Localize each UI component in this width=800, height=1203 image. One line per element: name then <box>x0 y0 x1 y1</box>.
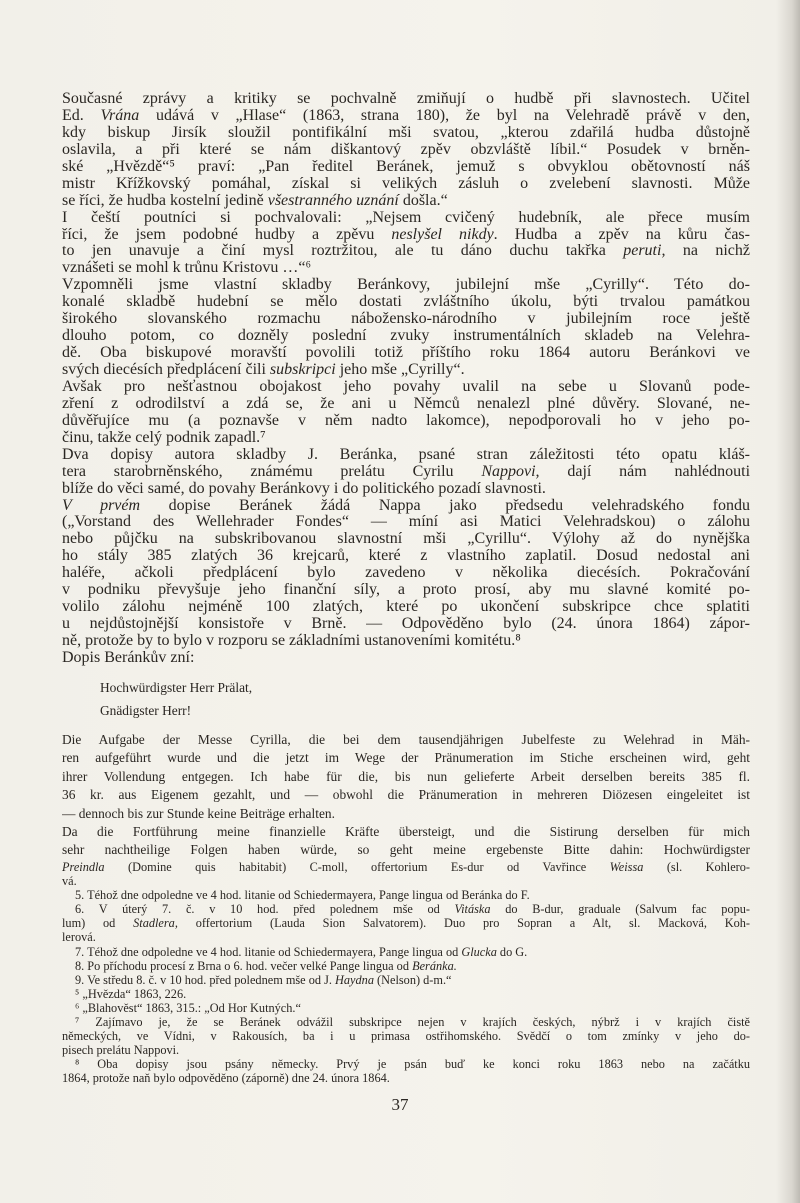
body-line <box>62 125 750 142</box>
text-segment: 9. Ve středu 8. č. v 10 hod. před polednem mše od J. <box>75 972 336 987</box>
text-segment: Ed. <box>62 107 101 124</box>
text-segment: volilo zálohu nejméně 100 zlatých, které po ukončení subskripce chce splatiti <box>62 599 750 616</box>
body-line <box>62 413 750 430</box>
footnote-line <box>62 959 750 973</box>
letter-line <box>62 823 750 841</box>
text-segment: oslavila, a při které se nám diškantový zpěv obzvláště líbil.“ Posudek v brněn- <box>62 141 750 158</box>
body-line <box>62 464 750 481</box>
body-line <box>62 498 750 515</box>
body-line <box>62 91 750 108</box>
letter-salutation-2: Gnädigster Herr! <box>100 703 192 718</box>
footnote-line <box>62 888 750 902</box>
text-segment: ⁶ „Blahověst“ 1863, 315.: „Od Hor Kutných.“ <box>75 1000 301 1015</box>
body-line <box>62 616 750 633</box>
footnote-line <box>62 930 750 944</box>
letter-line <box>62 731 750 749</box>
body-line <box>62 548 750 565</box>
text-segment: Da die Fortführung meine finanzielle Kräfte übersteigt, und die Sistirung derselben für mich <box>62 823 750 839</box>
body-line <box>62 260 750 277</box>
body-line <box>62 193 750 210</box>
body-line <box>62 447 750 464</box>
body-line <box>62 108 750 125</box>
text-segment: mistr Křížkovský pomáhal, získal si velikých zásluh o zvelebení slavnosti. Může <box>62 175 750 192</box>
footnote-line <box>62 916 750 930</box>
text-segment: dlouho potom, co dozněly poslední zvuky instrumentálních skladeb na Velehra- <box>62 328 750 345</box>
body-line <box>62 396 750 413</box>
body-line <box>62 582 750 599</box>
italic-text: peruti, <box>623 243 666 260</box>
text-segment: pisech prelátu Nappovi. <box>62 1043 180 1058</box>
letter-line <box>62 749 750 767</box>
italic-text: subskripci <box>269 362 336 378</box>
text-segment: zření z odrodilství a zdá se, že ani u Němců nenalezl plné důvěry. Slované, ne- <box>62 395 750 412</box>
text-segment: tera starobrněnského, známému prelátu Cyrilu <box>62 463 482 480</box>
text-segment: širokého slovanského rozmachu nábožensko-národního v jubilejním roce ještě <box>62 311 750 328</box>
body-line <box>62 481 750 498</box>
text-segment: vznášeti se mohl k trůnu Kristovu …“⁶ <box>62 260 312 277</box>
text-segment: I čeští poutníci si pochvalovali: „Nejsem cvičený hudebník, ale přece musím <box>62 209 750 226</box>
text-segment: (Nelson) d-m.“ <box>373 972 452 987</box>
italic-text: Vitáska <box>454 902 491 917</box>
text-segment: sehr nachtheilige Folgen haben würde, so geht meine ergebenste Bitte dahin: Hochwürdigster <box>62 842 750 858</box>
text-segment: 7. Téhož dne odpoledne ve 4 hod. litanie od Schiedermayera, Pange lingua od <box>75 944 462 959</box>
footnote-line <box>62 1057 750 1071</box>
letter-line <box>62 805 750 823</box>
text-segment: 36 kr. aus Eigenem gezahlt, und — obwohl die Pränumeration in mehreren Diözesen eingeleitet ist <box>62 787 750 803</box>
body-line <box>62 430 750 447</box>
text-segment: ⁵ „Hvězda“ 1863, 226. <box>75 986 187 1001</box>
text-segment: udává v „Hlase“ (1863, strana 180), že byl na Velehradě právě v den, <box>139 107 750 124</box>
body-line <box>62 328 750 345</box>
italic-text: Nappovi, <box>481 463 540 480</box>
text-segment: Současné zprávy a kritiky se pochvalně zmiňují o hudbě při slavnostech. Učitel <box>62 91 750 107</box>
body-line <box>62 311 750 328</box>
text-segment: konalé skladbě hudební se mělo dostati zvláštního úkolu, býti trvalou památkou <box>62 294 750 311</box>
italic-text: Beránka. <box>412 958 457 973</box>
text-segment: to jen unavuje a činí mysl roztržitou, ale tu dáno duchu takřka <box>62 243 624 260</box>
text-segment: nebo půjčku na subskribovanou slavnostní mši „Cyrillu“. Výlohy až do nynějška <box>62 531 750 548</box>
footnote-line <box>62 874 750 888</box>
footnote-line <box>62 902 750 916</box>
footnote-line <box>62 1029 750 1043</box>
text-segment: lum) od <box>62 916 134 931</box>
footnotes <box>62 860 750 1086</box>
page-number: 37 <box>391 1095 409 1114</box>
footnote-line <box>62 1043 750 1057</box>
text-segment: (sl. Kohlero- <box>643 860 750 874</box>
text-segment: dopise Beránek žádá Nappa jako předsedu velehradského fondu <box>140 497 750 514</box>
text-segment: říci, že jsem podobné hudby a zpěvu <box>62 226 392 243</box>
text-segment: na nichž <box>665 243 750 260</box>
text-segment: 1864, protože naň bylo odpověděno (záporně) dne 24. února 1864. <box>62 1071 390 1086</box>
body-line <box>62 294 750 311</box>
body-line <box>62 176 750 193</box>
text-segment: Die Aufgabe der Messe Cyrilla, die bei dem tausendjährigen Jubelfeste zu Welehrad in Mäh- <box>62 732 750 747</box>
text-segment: ihrer Vollendung entgegen. Ich habe für die, bis nun gelieferte Arbeit derselben bereits 385 fl. <box>62 768 750 784</box>
text-segment: — dennoch bis zur Stunde keine Beiträge erhalten. <box>62 805 335 821</box>
body-line <box>62 565 750 582</box>
footnote-line <box>62 1015 750 1029</box>
text-segment: 6. V úterý 7. č. v 10 hod. před polednem mše od <box>75 902 455 917</box>
text-segment: do B-dur, graduale (Salvum fac popu- <box>490 902 750 917</box>
text-segment: . Hudba a zpěv na kůru čas- <box>493 226 750 243</box>
text-segment: Vzpomněli jsme vlastní skladby Beránkovy, jubilejní mše „Cyrilly“. Této do- <box>62 277 750 294</box>
letter-line <box>62 786 750 804</box>
text-segment: ské „Hvězdě“⁵ praví: „Pan ředitel Beránek, jemuž s obvyklou obětovností náš <box>62 158 750 175</box>
italic-text: Preindla <box>62 860 105 874</box>
text-segment: („Vorstand des Wellehrader Fondes“ — míní asi Matici Velehradskou) o zálohu <box>62 514 750 531</box>
footnote-line <box>62 987 750 1001</box>
text-segment: Dopis Beránkův zní: <box>62 649 195 666</box>
text-segment: (Domine quis habitabit) C-moll, offertorium Es-dur od Vavřince <box>104 860 610 874</box>
body-line <box>62 531 750 548</box>
text-segment: německých, ve Vídni, v Rakousích, ba i u primasa ostřihomského. Svědčí o tom zmínky v jeho do- <box>62 1029 750 1044</box>
body-line <box>62 345 750 362</box>
letter-salutation-1: Hochwürdigster Herr Prälat, <box>100 680 253 695</box>
body-line <box>62 362 750 379</box>
text-segment: Avšak pro nešťastnou obojakost jeho povahy uvalil na sebe u Slovanů pode- <box>62 378 750 395</box>
text-segment: ren aufgeführt wurde und die jetzt im Wege der Pränumeration im Stiche erscheinen wird, geht <box>62 750 750 766</box>
text-segment: v podniku převyšuje jeho finanční síly, a proto prosí, aby mu slavné komité po- <box>62 582 750 599</box>
text-segment: došla.“ <box>398 192 448 209</box>
italic-text: Glucka <box>461 944 497 959</box>
body-line <box>62 159 750 176</box>
text-segment: jeho mše „Cyrilly“. <box>335 362 465 378</box>
text-segment: činu, takže celý podnik zapadl.⁷ <box>62 429 266 446</box>
text-segment: dají nám nahlédnouti <box>539 463 750 480</box>
text-segment: blíže do věci samé, do povahy Beránkovy i do politického pozadí slavnosti. <box>62 480 546 497</box>
text-segment: ⁸ Oba dopisy jsou psány německy. Prvý je psán buď ke konci roku 1863 nebo na začátku <box>75 1057 750 1072</box>
body-line <box>62 227 750 244</box>
body-line <box>62 599 750 616</box>
footnote-line <box>62 860 750 874</box>
footnote-line <box>62 973 750 987</box>
footnote-line <box>62 1001 750 1015</box>
body-line <box>62 650 750 667</box>
italic-text: neslyšel nikdy <box>391 226 494 243</box>
text-segment: svých diecésích předplácení čili <box>62 362 270 378</box>
body-line <box>62 243 750 260</box>
body-line <box>62 210 750 227</box>
text-segment: kdy biskup Jirsík sloužil pontifikální mši svatou, „kterou zdařilá hudba důstojně <box>62 124 750 141</box>
text-segment: 8. Po příchodu procesí z Brna o 6. hod. večer velké Pange lingua od <box>75 958 413 973</box>
letter-line <box>62 841 750 859</box>
italic-text: Vrána <box>100 107 140 124</box>
body-line <box>62 514 750 531</box>
text-segment: důvěřujíce mu (a poznavše v něm nadto lakomce), nepodporovali ho v jeho po- <box>62 412 750 429</box>
letter-line <box>62 768 750 786</box>
text-segment: ně, protože by to bylo v rozporu se základními ustanoveními komitétu.⁸ <box>62 633 521 649</box>
text-segment: u nejdůstojnější konsistoře v Brně. — Odpověděno bylo (24. února 1864) zápor- <box>62 616 750 633</box>
italic-text: Weissa <box>609 860 644 874</box>
body-text <box>62 91 750 667</box>
footnote-line <box>62 1071 750 1085</box>
text-segment: ho stály 385 zlatých 36 krejcarů, které z vlastního zaplatil. Dosud nedostal ani <box>62 548 750 565</box>
italic-text: Haydna <box>335 972 374 987</box>
body-line <box>62 379 750 396</box>
text-segment: do G. <box>496 944 528 959</box>
italic-text: všestranného uznání <box>267 192 399 209</box>
text-segment: haléře, ačkoli předplácení bylo zavedeno v několika diecésích. Pokračování <box>62 565 750 582</box>
body-line <box>62 277 750 294</box>
text-segment: 5. Téhož dne odpoledne ve 4 hod. litanie od Schiedermayera, Pange lingua od Beránka do F. <box>75 888 530 903</box>
text-segment: ⁷ Zajímavo je, že se Beránek odvážil subskripce nejen v krajích českých, nýbrž i v krajích čistě <box>75 1015 750 1030</box>
text-segment: vá. <box>62 874 77 889</box>
text-segment: se říci, že hudba kostelní jedině <box>62 192 268 209</box>
footnote-line <box>62 945 750 959</box>
italic-text: Stadlera, <box>133 916 178 931</box>
body-line <box>62 142 750 159</box>
italic-text: V prvém <box>62 497 141 514</box>
letter-quote <box>62 731 750 860</box>
text-segment: lerová. <box>62 930 96 945</box>
text-segment: Dva dopisy autora skladby J. Beránka, psané stran záležitosti této opatu kláš- <box>62 446 750 463</box>
text-segment: offertorium (Lauda Sion Salvatorem). Duo pro Sopran a Alt, sl. Macková, Koh- <box>177 916 750 931</box>
body-line <box>62 633 750 650</box>
text-segment: dě. Oba biskupové moravští povolili totiž příštího roku 1864 autoru Beránkovi ve <box>62 345 750 362</box>
